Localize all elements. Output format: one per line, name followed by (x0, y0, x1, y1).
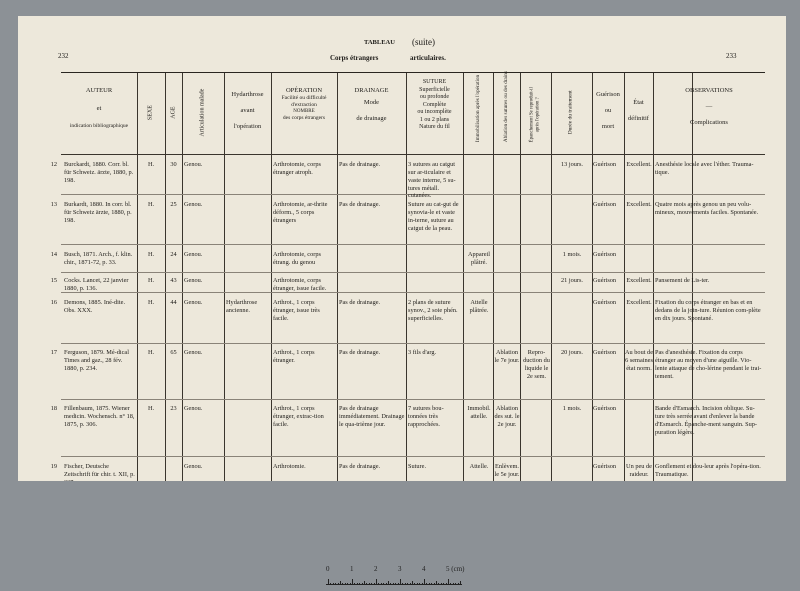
cell-op: Arthrot., 1 corps étranger. (273, 349, 315, 364)
scale-tick (453, 583, 454, 585)
row-number: 17 (50, 349, 57, 356)
cell-auteur: Burckardt, 1880. Corr. bl. für Schweiz. ärzte, 1880, p. 198. (64, 161, 134, 184)
cell-obs: Bande d'Esmarch. Incision oblique. Su-ture très serrée avant d'enlever la bande d'Esmarch. Épanche-ment sanguin. Sup-puration légère. (655, 405, 758, 436)
header-auteur: AUTEUR et indication bibliographique (69, 87, 129, 130)
cell-drain: Pas de drainage. (339, 201, 381, 208)
tableau-label: TABLEAU (364, 39, 395, 46)
cell-op: Arthrot., 1 corps étranger, issue très facile. (273, 299, 320, 322)
row-number: 16 (50, 299, 57, 306)
cell-sexe: H. (147, 277, 155, 284)
cell-suture: 3 sutures au catgut sur ar-ticulaire et vaste interne, 5 su-tures métall. cutanées. (408, 161, 456, 200)
cell-auteur: Cocks. Lancet, 22 janvier 1880, p. 136. (64, 277, 129, 292)
cell-guer: Guérison (593, 251, 617, 258)
cell-sexe: H. (147, 251, 155, 258)
cell-auteur: Fischer, Deutsche Zeitschrift für chir. t. XII, p. (64, 463, 135, 478)
scale-tick (338, 583, 339, 585)
title-left: Corps étrangers (330, 54, 379, 62)
cell-duree: 20 jours. (560, 349, 584, 356)
cell-op: Arthrotomie, corps étranger atroph. (273, 161, 321, 176)
scale-tick (371, 583, 372, 585)
cell-sexe: H. (147, 349, 155, 356)
scale-tick (357, 583, 358, 585)
scale-tick (395, 583, 396, 585)
header-etat: État définitif (628, 99, 649, 123)
book-page (18, 16, 786, 536)
cell-etat: Excellent. (626, 277, 652, 284)
scale-tick (390, 583, 391, 585)
scale-tick (436, 581, 437, 585)
scan-background (18, 481, 786, 536)
cell-art: Genou. (184, 251, 203, 258)
scale-tick (455, 583, 456, 585)
header-guerison: Guérison ou mort (596, 91, 620, 131)
cell-auteur: Burkardt, 1880. In corr. bl. für Schweiz ärzte, 1880, p. 198. (64, 201, 132, 224)
cell-age: 44 (170, 299, 177, 306)
scale-tick (431, 583, 432, 585)
scale-tick (388, 581, 389, 585)
cell-op: Arthrotomie, corps étrang. du genou (273, 251, 321, 266)
cell-duree: 1 mois. (562, 251, 582, 258)
scale-tick (429, 583, 430, 585)
cell-age: 30 (170, 161, 177, 168)
cell-drain: Pas de drainage. (339, 299, 381, 306)
scale-tick (330, 583, 331, 585)
cell-etat: Un peu de raideur. (626, 463, 652, 478)
row-number: 18 (50, 405, 57, 412)
cell-sexe: H. (147, 201, 155, 208)
cell-etat: Excellent. (626, 299, 652, 306)
scale-tick (386, 583, 387, 585)
scale-tick (393, 583, 394, 585)
scale-tick (458, 583, 459, 585)
scale-tick (412, 581, 413, 585)
cell-op: Arthrotomie. (273, 463, 306, 470)
scale-tick (448, 579, 449, 585)
cell-suture: Suture. (408, 463, 427, 470)
cell-auteur: Demons, 1885. Iné-dite. Obs. XXX. (64, 299, 126, 314)
scale-tick (366, 583, 367, 585)
cell-sexe: H. (147, 161, 155, 168)
cell-guer: Guérison (593, 299, 617, 306)
cell-op: Arthrot., 1 corps étranger, extrac-tion facile. (273, 405, 324, 428)
scale-tick (354, 583, 355, 585)
scale-tick (400, 579, 401, 585)
cell-sexe: H. (147, 405, 155, 412)
cell-guer: Guérison (593, 277, 617, 284)
header-immobilisation: Immobilisation après l'opération (474, 74, 481, 143)
cell-immob: Appareil plâtré. (467, 251, 491, 266)
row-number: 14 (50, 251, 57, 258)
cell-auteur: Busch, 1871. Arch., f. klin. chir., 1871-72, p. 33. (64, 251, 133, 266)
cell-art: Genou. (184, 299, 203, 306)
scale-tick (441, 583, 442, 585)
scale-tick (352, 579, 353, 585)
cell-obs: Fixation du corps étranger en bas et en dedans de la join-ture. Réunion com-plète en dix jours. Spontané. (655, 299, 761, 322)
cell-guer: Guérison (593, 201, 617, 208)
scale-tick (424, 579, 425, 585)
scale-tick (414, 583, 415, 585)
scale-tick (417, 583, 418, 585)
scale-tick (347, 583, 348, 585)
cell-drain: Pas de drainage. (339, 349, 381, 356)
cell-immob: Immobil. attelle. (467, 405, 491, 420)
measurement-scale: 0 1 2 3 4 5 (cm) (322, 565, 472, 585)
header-drainage: DRAINAGE Mode de drainage (354, 87, 389, 123)
cell-drain: Pas de drainage immédiatement. Drainage le qua-trième jour. (339, 405, 405, 428)
header-operation: OPÉRATION Facilité ou difficulté d'extraction NOMBRE des corps étrangers (281, 87, 327, 122)
cell-age: 25 (170, 201, 177, 208)
scale-tick (383, 583, 384, 585)
cell-age: 43 (170, 277, 177, 284)
cell-duree: 13 jours. (560, 161, 584, 168)
scale-tick (328, 579, 329, 585)
scale-tick (381, 583, 382, 585)
suite-label: (suite) (412, 37, 435, 47)
cell-art: Genou. (184, 463, 203, 470)
row-number: 19 (50, 463, 57, 470)
cell-suture: Suture au cat-gut de synovia-le et vaste in-terne, suture au catgut de la peau. (408, 201, 459, 232)
cell-etat: Excellent. (626, 201, 652, 208)
title-right: articulaires. (410, 54, 446, 62)
cell-etat: Excellent. (626, 161, 652, 168)
cell-duree: 21 jours. (560, 277, 584, 284)
scale-tick (402, 583, 403, 585)
cell-drain: Pas de drainage. (339, 463, 381, 470)
scale-tick (378, 583, 379, 585)
cell-obs: Pas d'anesthésie. Fixation du corps étranger au moyen d'une aiguille. Vio-lente attaque de cho-lérine pendant le trai-tement. (655, 349, 762, 380)
scale-tick (340, 581, 341, 585)
scale-tick (410, 583, 411, 585)
cell-hyd: Hydarthrose ancienne. (226, 299, 258, 314)
header-observations: OBSERVATIONS — Complications (685, 87, 733, 127)
cell-suture: 3 fils d'arg. (408, 349, 437, 356)
cell-age: 65 (170, 349, 177, 356)
scale-tick (443, 583, 444, 585)
cell-immob: Attelle plâtrée. (469, 299, 489, 314)
page-number-right: 233 (726, 52, 737, 60)
page-number-left: 232 (58, 52, 69, 60)
scale-tick (446, 583, 447, 585)
cell-epan: Repro-duction du liquide le 2e sem. (523, 349, 550, 380)
data-table (50, 71, 765, 530)
scale-tick (434, 583, 435, 585)
cell-etat: Au bout de 6 semaines état norm. (625, 349, 653, 372)
scale-tick (438, 583, 439, 585)
cell-age: 23 (170, 405, 177, 412)
scale-tick (369, 583, 370, 585)
header-epanchement: Épanchement Se reproduit-il après l'opération ? (529, 87, 540, 143)
cell-sexe: H. (147, 299, 155, 306)
cell-obs: Quatre mois après genou un peu volu-mineux, mouvements faciles. Spontanée. (655, 201, 759, 216)
cell-immob: Attelle. (469, 463, 489, 470)
row-number: 13 (50, 201, 57, 208)
cell-age: 24 (170, 251, 177, 258)
cell-auteur: Fillenbaum, 1875. Wiener medicin. Wochensch. n° 18, 1875, p. 306. (64, 405, 135, 428)
cell-guer: Guérison (593, 405, 617, 412)
header-duree: Durée du traitement (567, 90, 574, 135)
cell-suture: 7 sutures bou-tonnées très rapprochées. (408, 405, 444, 428)
row-number: 15 (50, 277, 57, 284)
cell-obs: Anesthésie locale avec l'éther. Trauma-tique. (655, 161, 754, 176)
cell-art: Genou. (184, 349, 203, 356)
header-age: AGE (170, 106, 177, 119)
scale-tick (335, 583, 336, 585)
scale-tick (333, 583, 334, 585)
scale-tick (345, 583, 346, 585)
cell-obs: Gonflement et dou-leur après l'opéra-tion. Traumatique. (655, 463, 761, 478)
cell-op: Arthrotomie, corps étranger, issue facile. (273, 277, 327, 292)
scale-tick (342, 583, 343, 585)
cell-guer: Guérison (593, 463, 617, 470)
header-hydarthrose: Hydarthrose avant l'opération (231, 91, 264, 131)
cell-guer: Guérison (593, 161, 617, 168)
cell-suture: 2 plans de suture synov., 2 soie phén. superficielles. (408, 299, 458, 322)
header-sexe: SEXE (147, 105, 154, 121)
scale-tick (450, 583, 451, 585)
cell-abl: Ablation le 7e jour. (494, 349, 520, 364)
header-ablation: Ablation des sutures ou des drains (502, 71, 509, 143)
scale-tick (376, 579, 377, 585)
scale-tick (422, 583, 423, 585)
row-number: 12 (50, 161, 57, 168)
cell-abl: Enlèvem. le 5e jour. (494, 463, 520, 478)
scale-tick (407, 583, 408, 585)
cell-art: Genou. (184, 277, 203, 284)
scale-tick (419, 583, 420, 585)
scale-tick (426, 583, 427, 585)
scale-tick (374, 583, 375, 585)
cell-obs: Pansement de Lis-ter. (655, 277, 710, 284)
header-articulation: Articulation malade (199, 88, 206, 137)
header-suture: SUTURE Superficielle ou profonde Complète ou incomplète 1 ou 2 plans Nature du fil (417, 79, 452, 130)
scale-tick (405, 583, 406, 585)
cell-auteur: Ferguson, 1879. Mé-dical Times and gaz., 28 fév. 1880, p. 234. (64, 349, 129, 372)
scale-tick (364, 581, 365, 585)
cell-art: Genou. (184, 161, 203, 168)
scale-tick (359, 583, 360, 585)
scale-tick (398, 583, 399, 585)
cell-duree: 1 mois. (562, 405, 582, 412)
cell-art: Genou. (184, 405, 203, 412)
cell-op: Arthrotomie, ar-thrite déform., 5 corps étrangers (273, 201, 328, 224)
cell-drain: Pas de drainage. (339, 161, 381, 168)
scale-tick (350, 583, 351, 585)
cell-art: Genou. (184, 201, 203, 208)
cell-guer: Guérison (593, 349, 617, 356)
scale-tick (460, 581, 461, 585)
cell-abl: Ablation des sut. le 2e jour. (494, 405, 520, 428)
scale-tick (362, 583, 363, 585)
